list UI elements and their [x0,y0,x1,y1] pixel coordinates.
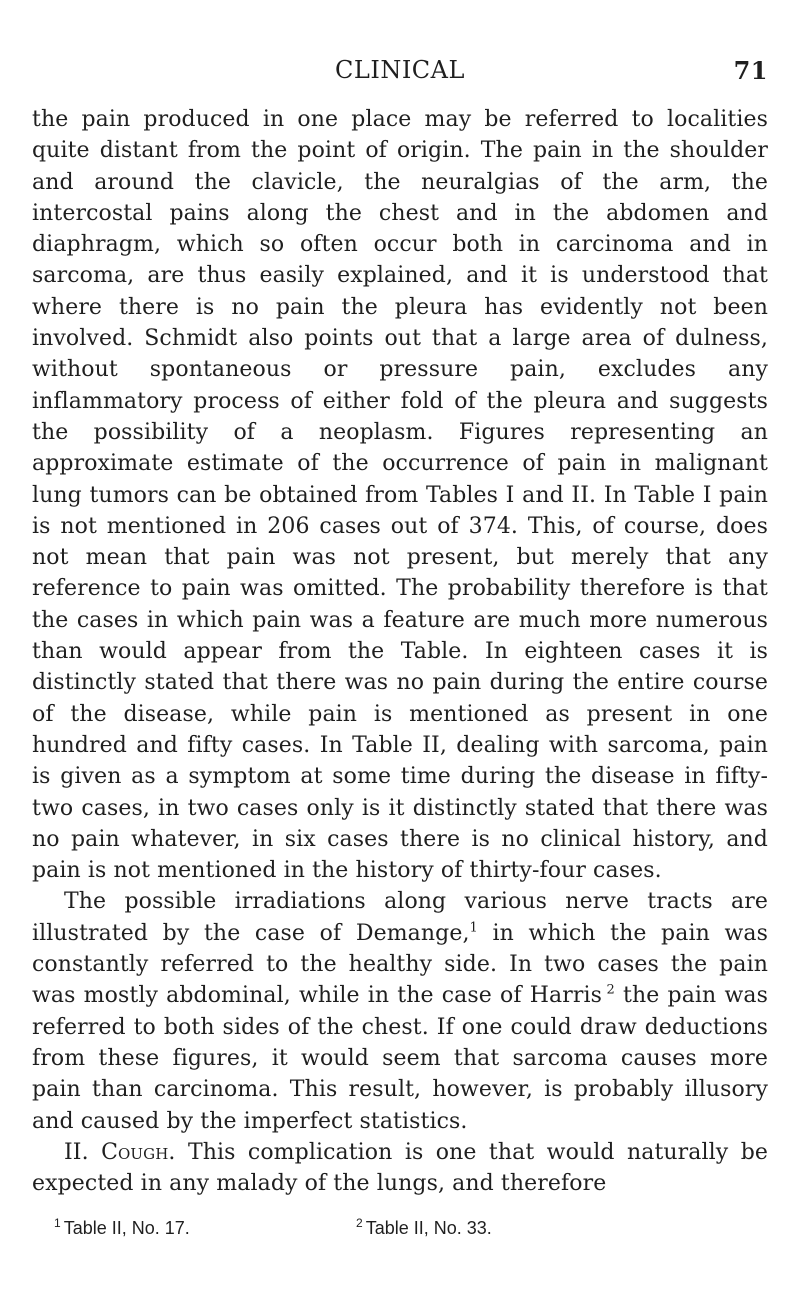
section-heading-cough: Cough. [101,1139,176,1165]
paragraph-text: in which the pain was constantly referred to the healthy side. In two cases the pain was mostly abdominal, while in the case of Harris [32,920,768,1009]
paragraph-cough [32,1137,768,1200]
footnote-2 [356,1216,492,1240]
footnote-text: Table II, No. 33. [365,1218,492,1238]
paragraph-pain-continued [32,104,768,886]
page-number: 71 [733,56,768,85]
paragraph-text: the pain was referred to both sides of the chest. If one could draw deductions from these figures, it would seem that sarcoma causes more pain than carcinoma. This result, however, is probably illusory and caused by the imperfect statistics. [32,983,768,1134]
footnote-marker: 1 [54,1216,61,1230]
running-title: CLINICAL [335,56,465,84]
footnote-ref-2: 2 [606,982,615,998]
footnote-text: Table II, No. 17. [63,1218,190,1238]
body-text [32,104,768,1199]
running-head [32,56,768,92]
footnote-ref-1: 1 [469,920,478,936]
paragraph-text: This complication is one that would naturally be expected in any malady of the lungs, and therefore [32,1139,768,1197]
footnote-marker: 2 [356,1216,363,1230]
footnote-1 [54,1216,190,1240]
paragraph-text: the pain produced in one place may be referred to localities quite distant from the point of origin. The pain in the shoulder and around the clavicle, the neuralgias of the arm, the intercostal pains along the chest and in the abdomen and diaphragm, which so often occur both in carcinoma and in sarcoma, are thus easily explained, and it is understood that where there is no pain the pleura has evidently not been involved. Schmidt also points out that a large area of dulness, without spontaneous or pressure pain, excludes any inflammatory process of either fold of the pleura and suggests the possibility of a neoplasm. Figures representing an approximate estimate of the occurrence of pain in malignant lung tumors can be obtained from Tables I and II. In Table I pain is not mentioned in 206 cases out of 374. This, of course, does not mean that pain was not present, but merely that any reference to pain was omitted. The probability therefore is that the cases in which pain was a feature are much more numerous than would appear from the Table. In eighteen cases it is distinctly stated that there was no pain during the entire course of the disease, while pain is mentioned as present in one hundred and fifty cases. In Table II, dealing with sarcoma, pain is given as a symptom at some time during the disease in fifty-two cases, in two cases only is it distinctly stated that there was no pain whatever, in six cases there is no clinical history, and pain is not mentioned in the history of thirty-four cases. [32,107,768,884]
section-numeral: II. [64,1139,102,1165]
paragraph-text: The possible irradiations along various nerve tracts are illustrated by the case of Demange, [32,889,768,946]
paragraph-irradiations [32,886,768,1136]
